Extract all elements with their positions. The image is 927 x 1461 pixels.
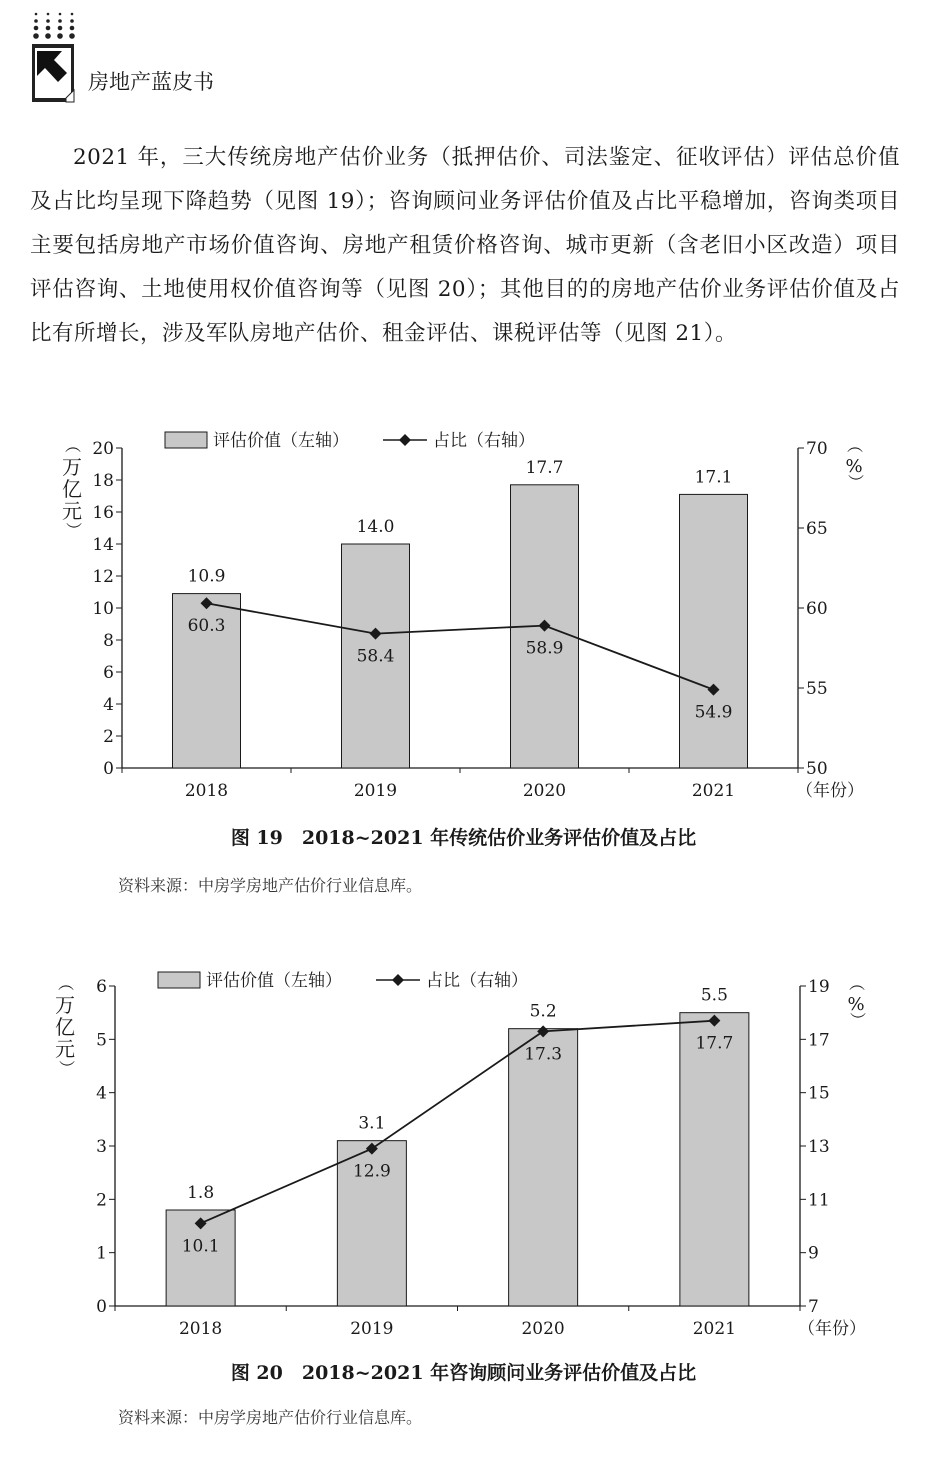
- fig19-ylabel-right-close-paren: ）: [846, 473, 865, 491]
- fig19-right-tick-label: 65: [806, 519, 828, 539]
- fig19-legend-diamond-icon: [399, 434, 411, 446]
- fig20-x-label-2020: 2020: [521, 1319, 565, 1339]
- fig20-point-label-2018: 10.1: [181, 1236, 220, 1257]
- fig19-left-tick-label: 4: [103, 695, 114, 715]
- fig20-point-label-2021: 17.7: [695, 1033, 734, 1054]
- fig20-legend-bar-swatch: [158, 972, 200, 988]
- fig19-right-tick-label: 60: [806, 599, 828, 619]
- fig19-left-tick-label: 14: [92, 535, 114, 555]
- fig19-ylabel-close-paren: ）: [64, 521, 83, 539]
- fig19-left-tick-label: 0: [103, 759, 114, 779]
- fig20-ylabel-close-paren: ）: [57, 1059, 76, 1077]
- fig20-share-line: [201, 1021, 715, 1224]
- header-title: 房地产蓝皮书: [88, 70, 214, 94]
- fig20-bar-label-2019: 3.1: [358, 1113, 386, 1134]
- body-paragraph: [30, 136, 900, 356]
- fig19-point-label-2018: 60.3: [187, 616, 226, 637]
- fig19-left-tick-label: 18: [92, 471, 114, 491]
- fig19-x-label-2020: 2020: [522, 781, 567, 801]
- fig19-ylabel-right: %: [845, 456, 863, 477]
- fig19-left-tick-label: 20: [92, 439, 114, 459]
- fig19-ylabel-right-open-paren: （: [845, 436, 864, 454]
- fig20-ylabel-right-open-paren: （: [847, 974, 866, 992]
- fig20-point-label-2019: 12.9: [352, 1161, 391, 1182]
- fig20-left-tick-label: 1: [96, 1243, 107, 1264]
- fig20-x-label-2018: 2018: [178, 1319, 223, 1339]
- fig20-ylabel-open-paren: （: [56, 974, 75, 992]
- fig19-legend-bar-label: 评估价值（左轴）: [213, 431, 349, 451]
- fig20-legend-line-label: 占比（右轴）: [426, 971, 528, 991]
- fig20-ylabel-char: 亿: [55, 1015, 75, 1039]
- figure-19-caption: 图 19 2018~2021 年传统估价业务评估价值及占比: [230, 827, 697, 849]
- fig20-right-tick-label: 7: [808, 1297, 819, 1317]
- fig20-left-tick-label: 6: [96, 977, 107, 997]
- fig19-ylabel-char: 万: [62, 455, 82, 479]
- fig19-bar-2021: [680, 494, 748, 768]
- fig20-x-label-2019: 2019: [350, 1319, 394, 1339]
- fig20-bar-2021: [680, 1013, 749, 1306]
- fig20-ylabel-char: 元: [55, 1037, 75, 1061]
- fig20-left-tick-label: 0: [96, 1297, 107, 1317]
- fig20-point-label-2020: 17.3: [524, 1044, 563, 1065]
- fig19-left-tick-label: 12: [92, 567, 114, 587]
- fig19-x-label-2019: 2019: [353, 781, 398, 801]
- fig20-ylabel-char: 万: [55, 993, 75, 1017]
- fig19-right-tick-label: 70: [806, 439, 828, 459]
- fig19-legend-line-label: 占比（右轴）: [433, 431, 535, 451]
- fig19-left-tick-label: 2: [103, 727, 114, 747]
- fig20-legend-diamond-icon: [392, 974, 404, 986]
- fig20-right-tick-label: 13: [808, 1137, 830, 1157]
- figure-19-source: 资料来源：中房学房地产估价行业信息库。: [118, 876, 423, 895]
- fig19-left-tick-label: 16: [92, 503, 114, 523]
- fig19-point-label-2020: 58.9: [525, 638, 564, 659]
- fig19-x-label-2021: 2021: [691, 781, 736, 801]
- fig19-xlabel: （年份）: [796, 781, 864, 801]
- fig20-bar-label-2018: 1.8: [187, 1183, 215, 1203]
- fig19-share-line: [207, 603, 714, 689]
- fig19-ylabel-open-paren: （: [63, 436, 82, 454]
- fig20-bar-2020: [509, 1029, 578, 1306]
- fig19-bar-label-2021: 17.1: [694, 467, 733, 488]
- fig19-bar-label-2019: 14.0: [356, 517, 395, 537]
- fig19-right-tick-label: 50: [806, 759, 828, 779]
- fig20-right-tick-label: 11: [808, 1190, 830, 1211]
- fig20-x-label-2021: 2021: [692, 1319, 737, 1339]
- fig20-right-tick-label: 19: [808, 977, 830, 997]
- figure-20-caption: 图 20 2018~2021 年咨询顾问业务评估价值及占比: [230, 1362, 697, 1384]
- figure-19-chart: [0, 422, 927, 817]
- fig20-left-tick-label: 5: [96, 1030, 107, 1051]
- fig20-right-tick-label: 9: [808, 1243, 819, 1264]
- fig20-left-tick-label: 2: [96, 1190, 107, 1211]
- fig19-left-tick-label: 10: [92, 599, 114, 619]
- fig19-left-tick-label: 8: [103, 631, 114, 651]
- fig19-ylabel-char: 元: [62, 499, 82, 523]
- fig20-right-tick-label: 15: [808, 1083, 830, 1104]
- fig20-left-tick-label: 3: [96, 1137, 107, 1157]
- fig19-point-label-2019: 58.4: [356, 646, 395, 667]
- figure-20-chart: [0, 962, 927, 1352]
- figure-20-source: 资料来源：中房学房地产估价行业信息库。: [118, 1408, 423, 1427]
- fig19-right-tick-label: 55: [806, 679, 828, 699]
- fig19-point-label-2021: 54.9: [694, 702, 733, 723]
- book-series-logo: [28, 10, 78, 105]
- fig20-bar-label-2020: 5.2: [529, 1001, 557, 1022]
- fig20-legend-bar-label: 评估价值（左轴）: [206, 971, 342, 991]
- fig19-bar-label-2018: 10.9: [187, 566, 226, 587]
- fig20-ylabel-right: %: [847, 994, 865, 1015]
- fig19-bar-label-2020: 17.7: [525, 457, 564, 478]
- fig19-left-tick-label: 6: [103, 663, 114, 683]
- fig20-xlabel: （年份）: [798, 1319, 866, 1339]
- fig20-left-tick-label: 4: [96, 1083, 107, 1104]
- fig20-ylabel-right-close-paren: ）: [848, 1011, 867, 1029]
- fig19-legend-bar-swatch: [165, 432, 207, 448]
- fig19-x-label-2018: 2018: [184, 781, 229, 801]
- fig19-ylabel-char: 亿: [62, 477, 82, 501]
- fig20-right-tick-label: 17: [808, 1030, 830, 1051]
- fig20-bar-label-2021: 5.5: [700, 985, 728, 1006]
- paragraph-text: 2021 年，三大传统房地产估价业务（抵押估价、司法鉴定、征收评估）评估总价值及占比均呈现下降趋势（见图 19）；咨询顾问业务评估价值及占比平稳增加，咨询类项目主要包括房地产市场价值咨询、房地产租赁价格咨询、城市更新（含老旧小区改造）项目评估咨询、土地使用权价值咨询等（见图 20）；其他目的的房地产估价业务评估价值及占比有所增长，涉及军队房地产估价、租金评估、课税评估等（见图 21）。: [30, 145, 900, 346]
